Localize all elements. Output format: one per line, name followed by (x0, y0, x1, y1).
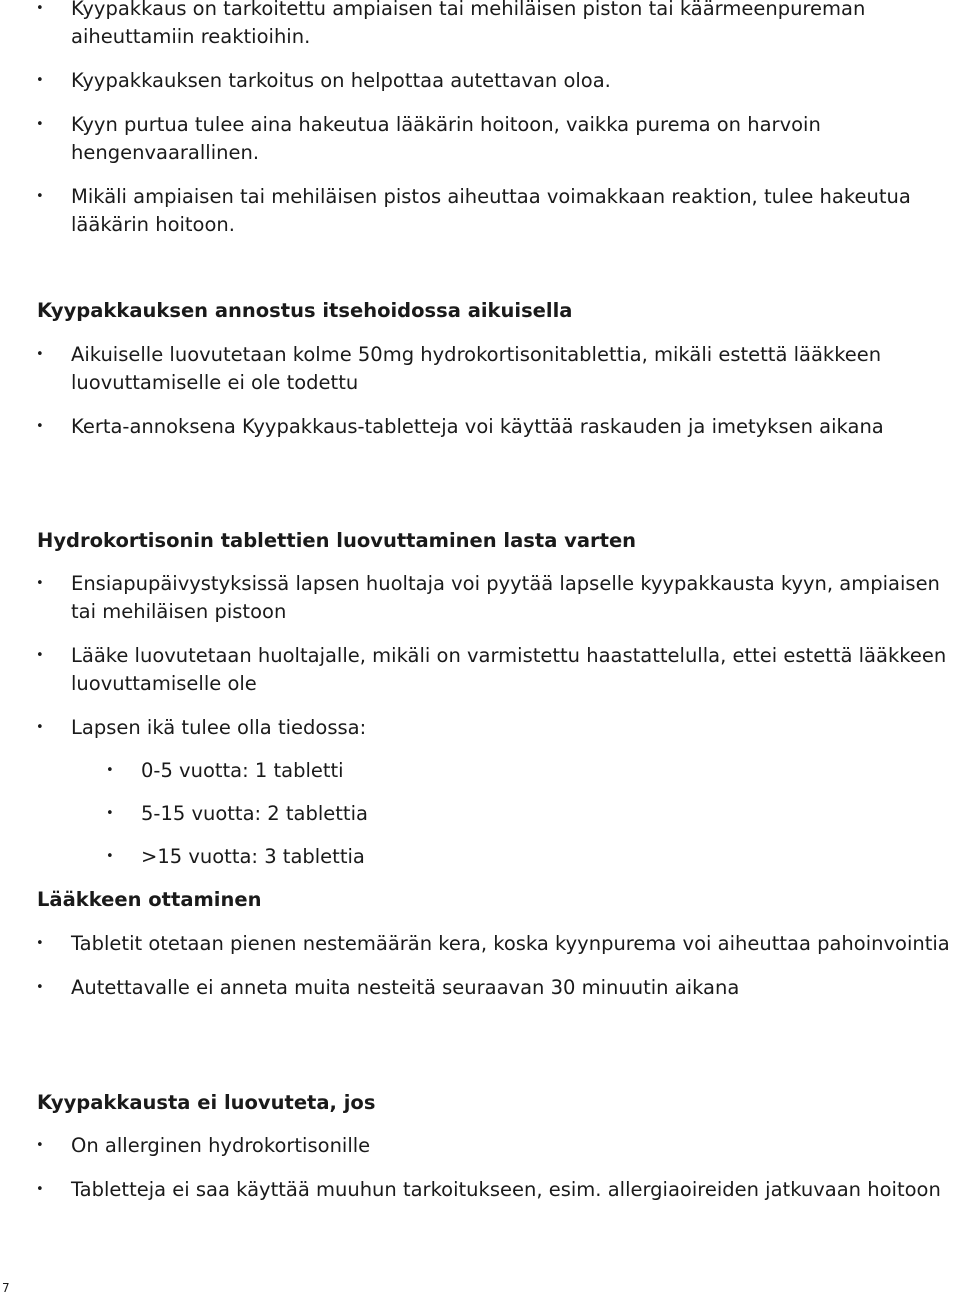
list-item (0, 67, 960, 95)
list-item-text: Autettavalle ei anneta muita nesteitä seuraavan 30 minuutin aikana (71, 976, 740, 999)
list-item-text: Kyypakkaus on tarkoitettu ampiaisen tai mehiläisen piston tai käärmeenpureman aiheuttamiin reaktioihin. (71, 0, 866, 48)
sub-list-item (0, 800, 960, 828)
adult-list (0, 341, 960, 441)
taking-list (0, 930, 960, 1002)
bullet-icon: • (36, 720, 44, 735)
bullet-icon: • (36, 648, 44, 663)
list-item-text: Lapsen ikä tulee olla tiedossa: (71, 716, 367, 739)
section-heading-adult: Kyypakkauksen annostus itsehoidossa aikuisella (37, 299, 573, 322)
sub-list-item (0, 757, 960, 785)
bullet-icon: • (36, 117, 44, 132)
list-item (0, 570, 960, 626)
bullet-icon: • (36, 189, 44, 204)
bullet-icon: • (36, 419, 44, 434)
bullet-icon: • (36, 980, 44, 995)
section-heading-child: Hydrokortisonin tablettien luovuttaminen lasta varten (37, 529, 637, 552)
list-item-text: 0-5 vuotta: 1 tabletti (141, 759, 344, 782)
list-item-text: Kerta-annoksena Kyypakkaus-tabletteja voi käyttää raskauden ja imetyksen aikana (71, 415, 884, 438)
list-item-text: Aikuiselle luovutetaan kolme 50mg hydrokortisonitablettia, mikäli estettä lääkkeen luovuttamiselle ei ole todettu (71, 343, 882, 394)
list-item (0, 714, 960, 742)
bullet-icon: • (36, 1182, 44, 1197)
list-item (0, 183, 960, 239)
bullet-icon: • (36, 576, 44, 591)
list-item-text: Mikäli ampiaisen tai mehiläisen pistos aiheuttaa voimakkaan reaktion, tulee hakeutua lääkärin hoitoon. (71, 185, 911, 236)
bullet-icon: • (106, 806, 114, 821)
list-item (0, 1132, 960, 1160)
bullet-icon: • (106, 849, 114, 864)
list-item (0, 974, 960, 1002)
bullet-icon: • (36, 936, 44, 951)
list-item (0, 341, 960, 397)
bullet-icon: • (106, 763, 114, 778)
list-item (0, 413, 960, 441)
list-item-text: Kyyn purtua tulee aina hakeutua lääkärin hoitoon, vaikka purema on harvoin hengenvaarallinen. (71, 113, 821, 164)
list-item-text: Tabletteja ei saa käyttää muuhun tarkoitukseen, esim. allergiaoireiden jatkuvaan hoitoon (71, 1178, 941, 1201)
list-item-text: Tabletit otetaan pienen nestemäärän kera, koska kyynpurema voi aiheuttaa pahoinvointia (71, 932, 950, 955)
list-item-text: Kyypakkauksen tarkoitus on helpottaa autettavan oloa. (71, 69, 611, 92)
intro-list (0, 0, 960, 239)
bullet-icon: • (36, 347, 44, 362)
section-heading-not-given: Kyypakkausta ei luovuteta, jos (37, 1091, 376, 1114)
list-item (0, 0, 960, 51)
list-item (0, 1176, 960, 1204)
not-given-list (0, 1132, 960, 1204)
list-item (0, 930, 960, 958)
list-item-text: Ensiapupäivystyksissä lapsen huoltaja voi pyytää lapselle kyypakkausta kyyn, ampiaisen tai mehiläisen pistoon (71, 572, 940, 623)
list-item-text: Lääke luovutetaan huoltajalle, mikäli on varmistettu haastattelulla, ettei estettä lääkkeen luovuttamiselle ole (71, 644, 947, 695)
bullet-icon: • (36, 1, 44, 16)
section-heading-taking: Lääkkeen ottaminen (37, 888, 262, 911)
list-item (0, 111, 960, 167)
list-item-text: 5-15 vuotta: 2 tablettia (141, 802, 368, 825)
list-item-text: On allerginen hydrokortisonille (71, 1134, 371, 1157)
child-list (0, 570, 960, 871)
sub-list-item (0, 843, 960, 871)
bullet-icon: • (36, 73, 44, 88)
page-number: 7 (2, 1281, 10, 1295)
list-item-text: >15 vuotta: 3 tablettia (141, 845, 365, 868)
list-item (0, 642, 960, 698)
bullet-icon: • (36, 1138, 44, 1153)
